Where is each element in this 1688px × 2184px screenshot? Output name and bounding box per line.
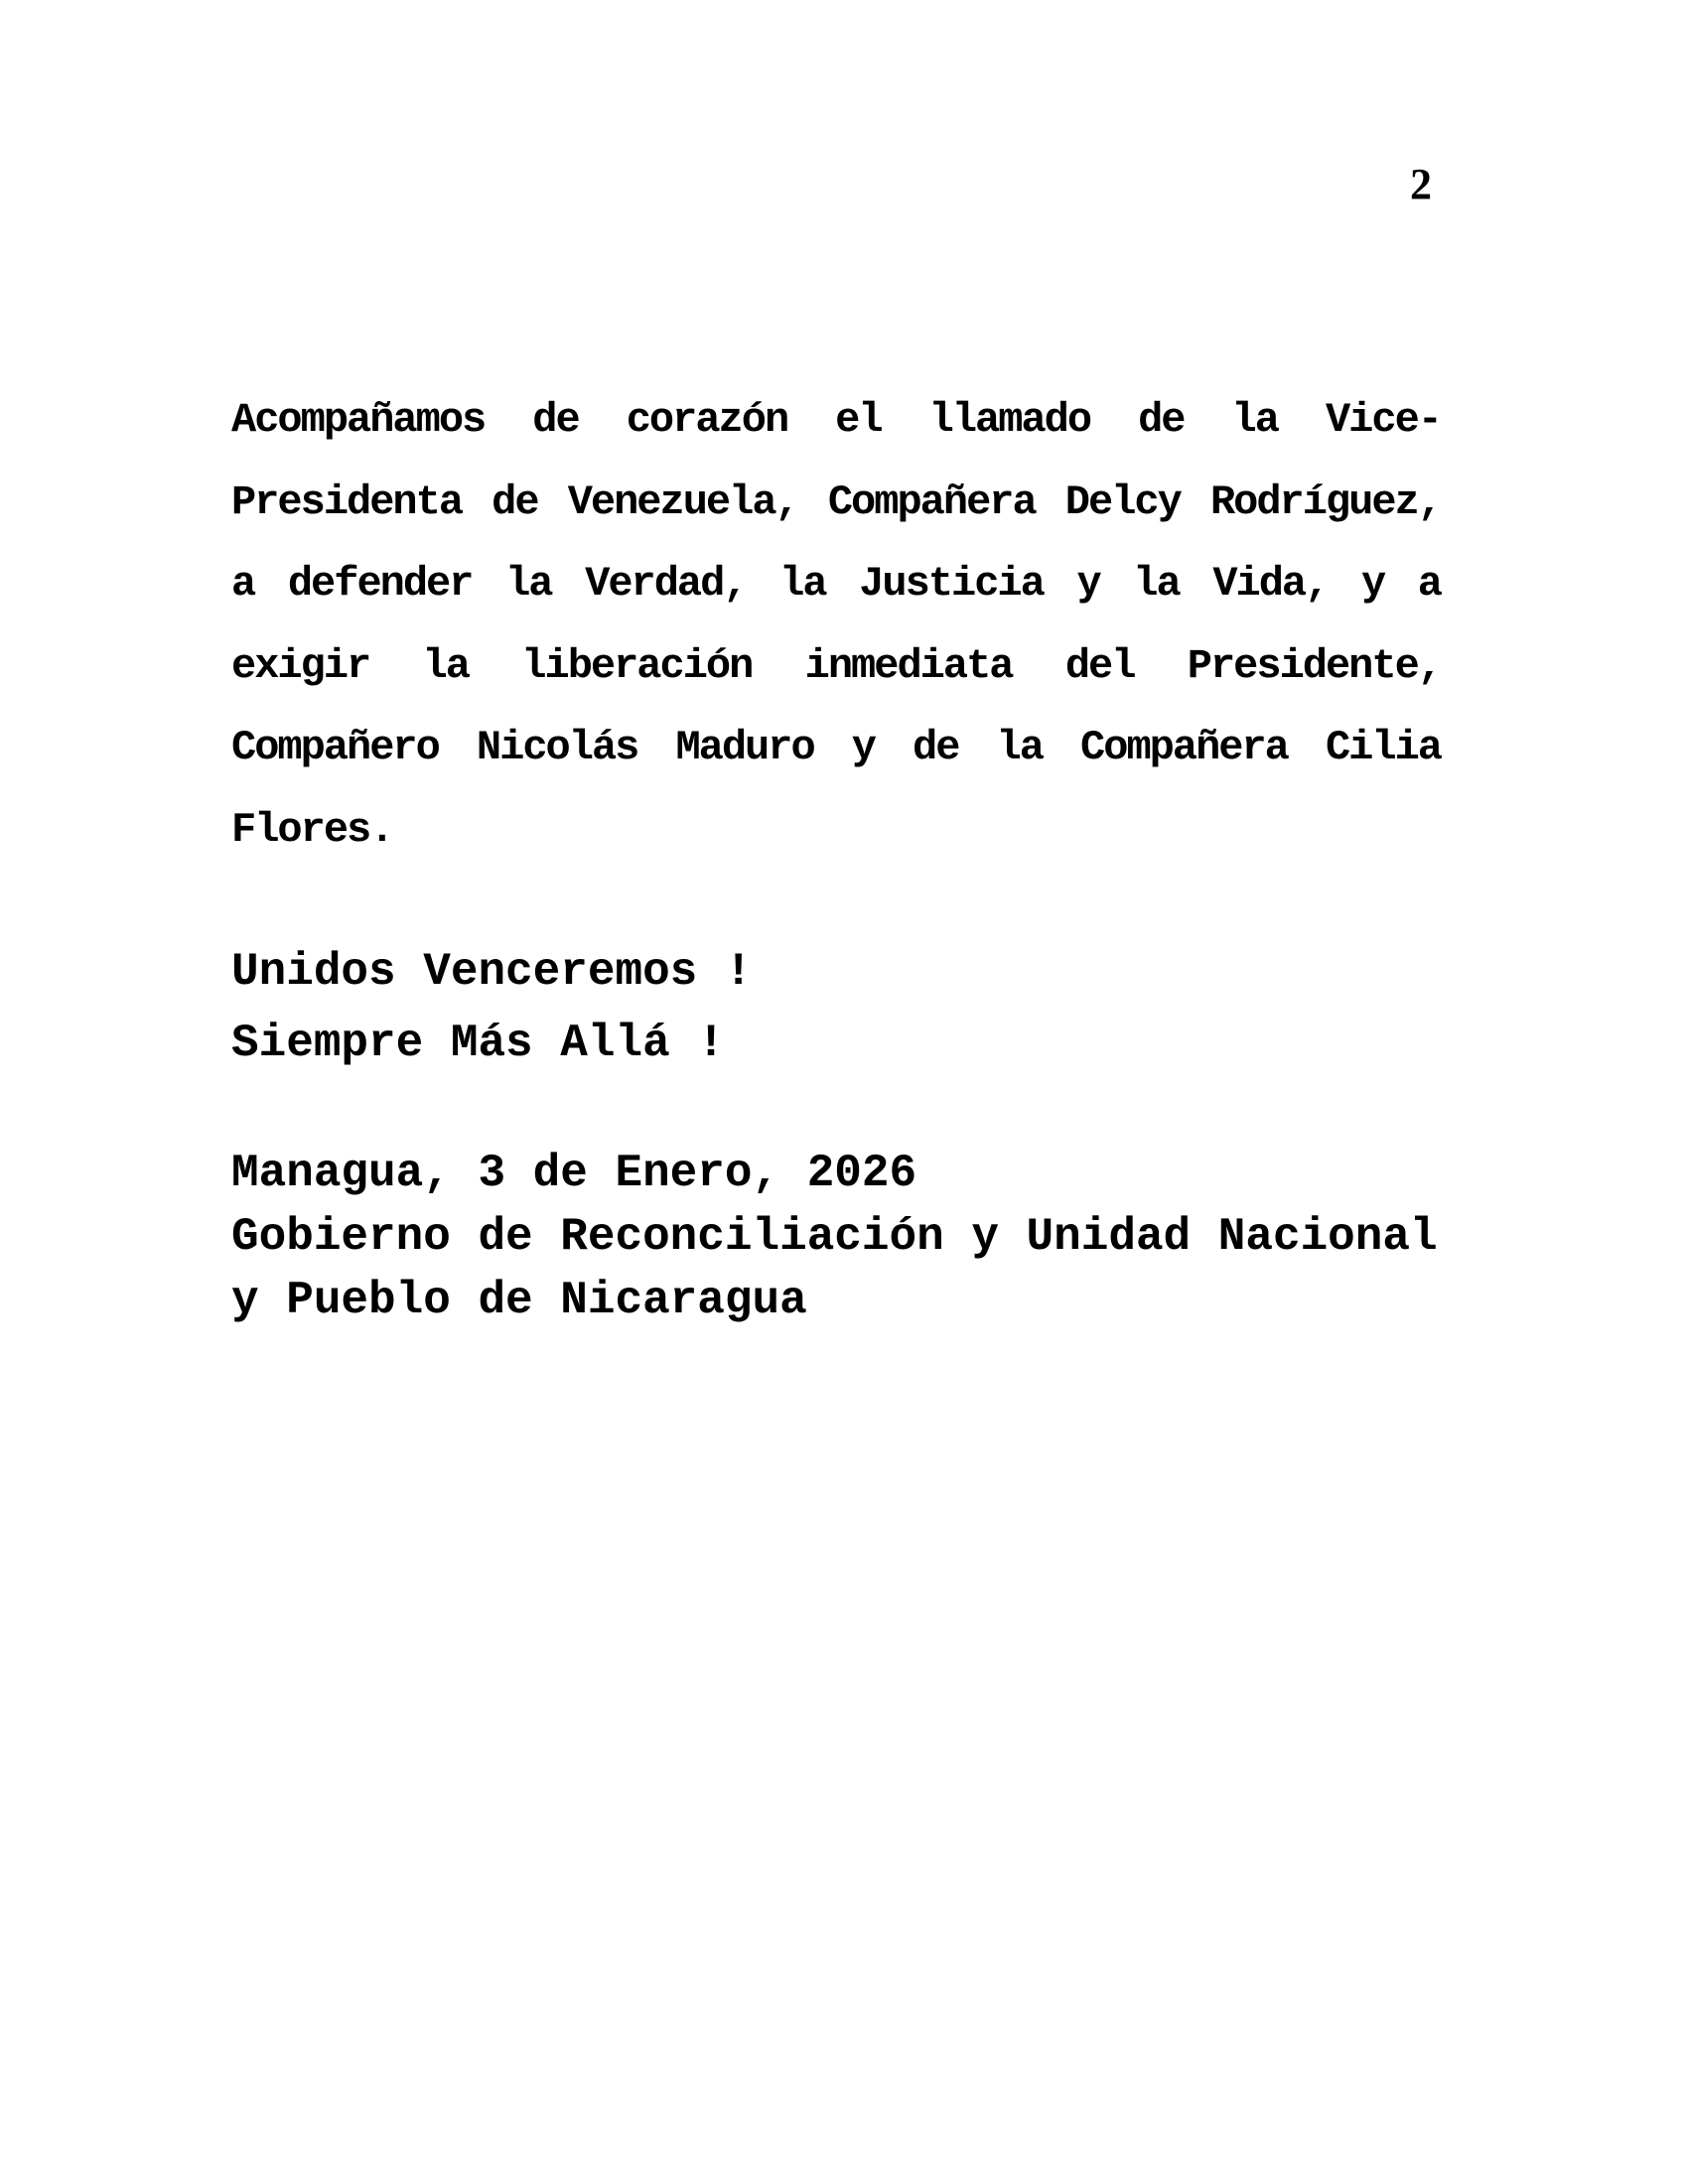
paragraph-line: a defender la Verdad, la Justicia y la Vida, y a	[231, 560, 1441, 608]
signatory-line: Gobierno de Reconciliación y Unidad Nacional	[231, 1211, 1438, 1263]
signatory-line: y Pueblo de Nicaragua	[231, 1275, 807, 1326]
place-date: Managua, 3 de Enero, 2026	[231, 1148, 917, 1199]
slogan: Unidos Venceremos !	[231, 946, 753, 998]
slogans	[231, 936, 1522, 1079]
slogan: Siempre Más Allá !	[231, 1018, 725, 1069]
paragraph-line: Acompañamos de corazón el llamado de la Vice-	[231, 396, 1441, 444]
paragraph-line: Presidenta de Venezuela, Compañera Delcy Rodríguez,	[231, 478, 1441, 526]
page-number: 2	[1410, 160, 1432, 208]
paragraph-line: exigir la liberación inmediata del Presidente,	[231, 641, 1441, 690]
signature-block	[231, 1142, 1522, 1332]
paragraph-line: Compañero Nicolás Maduro y de la Compañera Cilia	[231, 724, 1441, 771]
paragraph-line: Flores.	[231, 805, 393, 854]
body-paragraph	[231, 379, 1441, 871]
